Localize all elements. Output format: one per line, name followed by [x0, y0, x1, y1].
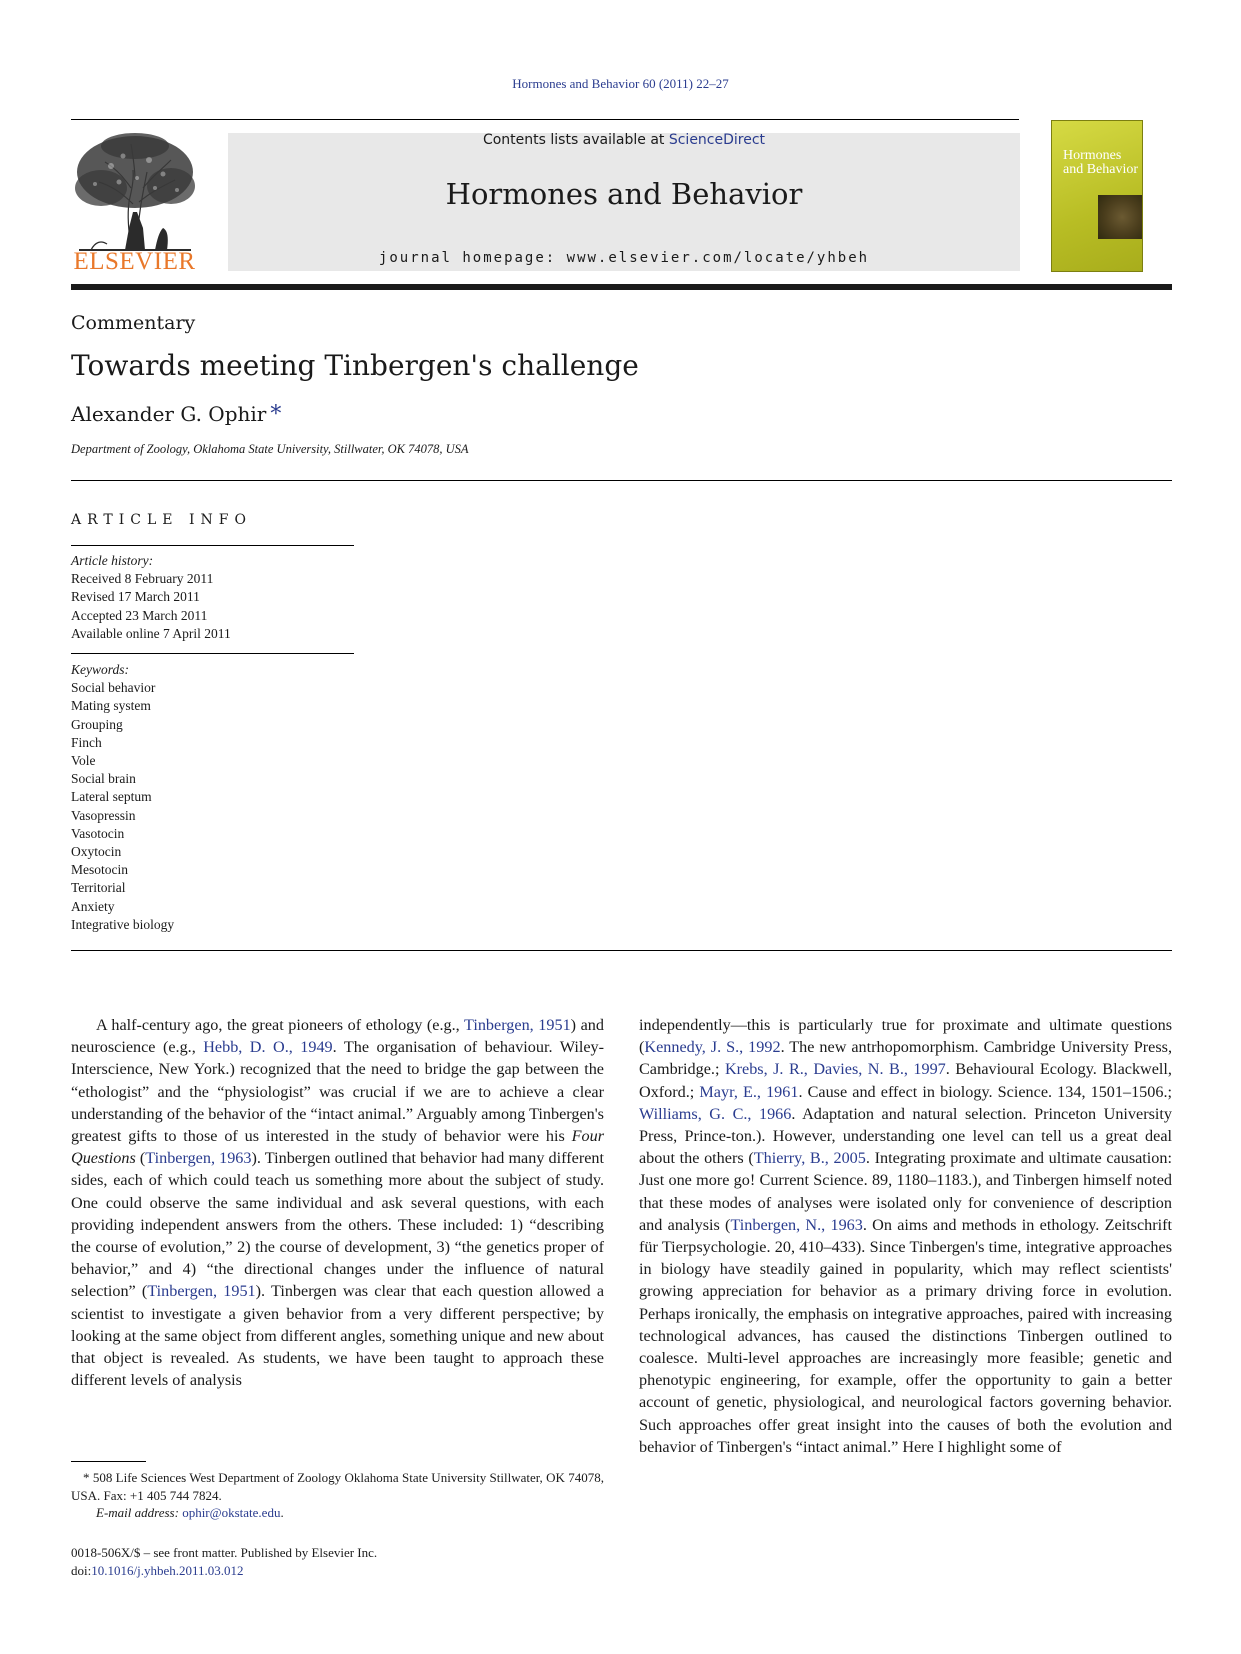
body-text: independently—this is particularly true for proximate and ultimate questions (	[639, 1016, 1172, 1057]
citation-link[interactable]: Thierry, B., 2005	[753, 1149, 866, 1168]
contents-line	[228, 132, 1020, 148]
body-text: A half-century ago, the great pioneers of ethology (e.g.,	[96, 1016, 465, 1034]
title-rule	[71, 480, 1172, 481]
header-top-rule	[71, 119, 1019, 120]
keyword-item: Mating system	[71, 698, 151, 714]
keyword-item: Integrative biology	[71, 916, 175, 932]
doi-prefix: doi:	[71, 1563, 92, 1578]
body-text: ) and neuroscience (e.g.,	[71, 1016, 604, 1057]
keyword-item: Social behavior	[71, 680, 156, 696]
doi-line	[71, 1562, 377, 1580]
keyword-item: Social brain	[71, 771, 136, 787]
article-history-label: Article history:	[71, 553, 154, 568]
keyword-item: Vasotocin	[71, 825, 125, 841]
article-title: Towards meeting Tinbergen's challenge	[71, 349, 639, 382]
citation-link[interactable]: Tinbergen, 1951	[147, 1282, 256, 1301]
history-item: Received 8 February 2011	[71, 571, 214, 587]
keyword-item: Anxiety	[71, 898, 115, 914]
keywords-block	[71, 661, 354, 934]
keyword-item: Lateral septum	[71, 789, 152, 805]
header-thick-rule	[71, 284, 1172, 290]
body-text: . Integrating proximate and ultimate causation: Just one more go! Current Science. 89, 1180–1183.), and Tinbergen himself noted that these modes of analyses were isolated only for convenience of description and analysis (	[639, 1149, 1172, 1234]
contents-prefix: Contents lists available at	[482, 132, 669, 148]
author-name: Alexander G. Ophir	[71, 402, 267, 426]
elsevier-logo-text: ELSEVIER	[73, 248, 196, 275]
sciencedirect-link[interactable]: ScienceDirect	[668, 132, 766, 148]
doi-link[interactable]: 10.1016/j.yhbeh.2011.03.012	[91, 1563, 244, 1578]
body-text: ). Tinbergen outlined that behavior had many different sides, each of which could teach us something more about the subject of study. One could observe the same individual and ask several questions, with each providing independent answers from the others. These included: 1) “describing the course of evolution,” 2) the course of development, 3) “the genetics proper of behavior,” and 4) “the directional changes under the influence of natural selection” (	[71, 1149, 604, 1301]
body-text: . Cause and effect in biology. Science. 134, 1501–1506.;	[798, 1082, 1172, 1101]
cover-title: Hormones and Behavior	[1063, 148, 1139, 177]
body-text: . The new antrhopomorphism. Cambridge University Press, Cambridge.;	[639, 1038, 1173, 1079]
article-history-list	[71, 570, 354, 643]
history-item: Available online 7 April 2011	[71, 625, 231, 641]
email-link[interactable]: ophir@okstate.edu	[182, 1505, 281, 1520]
citation-link[interactable]: Hebb, D. O., 1949	[203, 1038, 333, 1057]
journal-cover-thumbnail[interactable]	[1051, 120, 1143, 272]
keyword-item: Finch	[71, 734, 102, 750]
footnote-email-line: E-mail address: ophir@okstate.edu.	[96, 1505, 284, 1520]
body-text: (	[135, 1149, 146, 1168]
journal-title: Hormones and Behavior	[445, 177, 803, 211]
footnote-text	[71, 1469, 604, 1504]
emphasis-text: Four Questions	[71, 1127, 604, 1168]
citation-link[interactable]: Tinbergen, N., 1963	[730, 1215, 863, 1234]
article-history	[71, 552, 354, 643]
article-info-rule-top	[71, 545, 354, 546]
front-matter	[71, 1544, 377, 1580]
article-info-rule-bottom	[71, 950, 1172, 951]
footnote-rule	[71, 1461, 146, 1462]
body-column-left	[71, 1014, 604, 1391]
body-text: . On aims and methods in ethology. Zeitschrift für Tierpsychologie. 20, 410–433). Since Tinbergen's time, integrative approaches in biology have steadily gained in popularity, which may reflect scientists' growing appreciation for behavior as a primary driving force in evolution. Perhaps ironically, the emphasis on integrative approaches, paired with increasing technological advances, has caused the distinctions Tinbergen outlined to coalesce. Multi-level approaches are increasingly more feasible; genetic and phenotypic engineering, for example, offer the opportunity to gain a better account of genetic, physiological, and neurological factors governing behavior. Such approaches offer great insight into the causes of both the evolution and behavior of Tinbergen's “intact animal.” Here I highlight some of	[639, 1215, 1172, 1456]
journal-citation[interactable]: Hormones and Behavior 60 (2011) 22–27	[512, 76, 729, 91]
body-text: . Adaptation and natural selection. Princeton University Press, Prince-ton.). However, understanding one level can tell us a great deal about the others (	[639, 1104, 1172, 1168]
email-label: E-mail address:	[96, 1505, 179, 1520]
issn-line: 0018-506X/$ – see front matter. Published by Elsevier Inc.	[71, 1545, 378, 1560]
body-column-right	[639, 1014, 1172, 1458]
citation-link[interactable]: Williams, G. C., 1966	[639, 1104, 792, 1123]
keywords-label: Keywords:	[71, 662, 129, 677]
body-text: ). Tinbergen was clear that each question allowed a scientist to investigate a given behavior from a very different perspective; by looking at the same object from different angles, something unique and new about that object is revealed. As students, we have been taught to approach these different levels of analysis	[71, 1282, 605, 1390]
author-footnote	[71, 1469, 604, 1522]
journal-homepage[interactable]: journal homepage: www.elsevier.com/locate/yhbeh	[378, 250, 870, 266]
keyword-item: Grouping	[71, 716, 123, 732]
keyword-item: Mesotocin	[71, 862, 128, 878]
citation-link[interactable]: Krebs, J. R., Davies, N. B., 1997	[724, 1060, 946, 1079]
citation-link[interactable]: Kennedy, J. S., 1992	[644, 1038, 781, 1057]
body-paragraph-right	[639, 1014, 1172, 1458]
article-info-heading: ARTICLE INFO	[71, 512, 252, 528]
journal-header-box	[228, 133, 1020, 271]
body-text: . Behavioural Ecology. Blackwell, Oxford.;	[639, 1060, 1172, 1101]
history-item: Accepted 23 March 2011	[71, 607, 208, 623]
keyword-item: Vole	[71, 753, 96, 769]
article-section-type: Commentary	[71, 312, 196, 334]
body-paragraph-left	[71, 1014, 604, 1391]
citation-link[interactable]: Mayr, E., 1961	[699, 1082, 799, 1101]
article-info-rule-mid	[71, 653, 354, 654]
keyword-item: Vasopressin	[71, 807, 136, 823]
author-line	[71, 402, 281, 427]
citation-link[interactable]: Tinbergen, 1963	[145, 1149, 252, 1168]
keyword-item: Territorial	[71, 880, 126, 896]
keyword-item: Oxytocin	[71, 844, 122, 860]
history-item: Revised 17 March 2011	[71, 589, 200, 605]
footnote-address: 508 Life Sciences West Department of Zoology Oklahoma State University Stillwater, OK 74078, USA. Fax: +1 405 744 7824.	[71, 1470, 604, 1503]
citation-link[interactable]: Tinbergen, 1951	[464, 1016, 571, 1034]
keywords-list	[71, 679, 354, 934]
footnote-mark: *	[83, 1470, 90, 1485]
body-text: . The organisation of behaviour. Wiley-Interscience, New York.) recognized that the need to bridge the gap between the “ethologist” and the “physiologist” was crucial if we are to achieve a clear understanding of the behavior of the “intact animal.” Arguably among Tinbergen's greatest gifts to those of us interested in the study of behavior were his	[71, 1038, 605, 1146]
cover-animal-image	[1098, 195, 1142, 239]
author-affiliation: Department of Zoology, Oklahoma State University, Stillwater, OK 74078, USA	[71, 442, 469, 456]
author-footnote-mark[interactable]: *	[270, 402, 282, 427]
